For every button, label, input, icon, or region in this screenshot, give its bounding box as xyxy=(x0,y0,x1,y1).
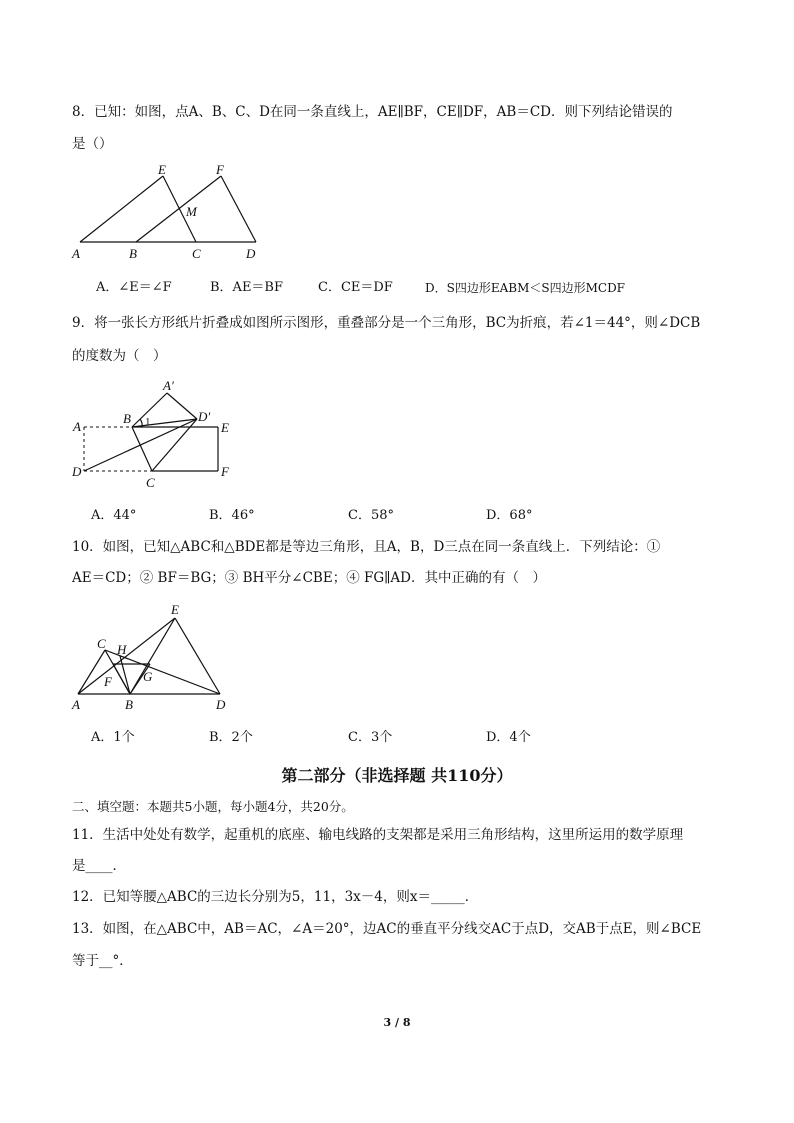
q10-label-E: E xyxy=(171,602,179,617)
q9-label-B: B xyxy=(123,411,131,426)
q9-label-angle-1: 1 xyxy=(145,416,151,428)
q8-label-D: D xyxy=(246,246,256,261)
q8-label-A: A xyxy=(72,246,80,261)
q10-stem-line2: AE＝CD；② BF＝BG；③ BH平分∠CBE；④ FG∥AD．其中正确的有（ ） xyxy=(72,570,546,586)
q12-stem-line1: 12．已知等腰△ABC的三边长分别为5，11，3x－4，则x＝_____． xyxy=(72,889,479,905)
part2-subtitle: 二、填空题：本题共5小题，每小题4分，共20分。 xyxy=(72,799,354,814)
q8-option-a[interactable]: A．∠E＝∠F xyxy=(96,280,172,295)
q10-figure xyxy=(68,600,238,710)
q10-label-H: H xyxy=(117,642,127,657)
q8-label-F: F xyxy=(216,162,224,177)
part2-title: 第二部分（非选择题 共110分） xyxy=(281,766,513,785)
q8-option-c[interactable]: C．CE＝DF xyxy=(318,280,393,295)
q9-label-A: A xyxy=(73,419,81,434)
q9-label-E: E xyxy=(221,420,229,435)
q8-option-b[interactable]: B．AE＝BF xyxy=(210,280,284,295)
q10-label-A: A xyxy=(72,697,80,712)
q10-option-a[interactable]: A．1个 xyxy=(91,730,135,745)
page-number: 3 / 8 xyxy=(383,1016,411,1029)
q10-stem-line1: 10．如图，已知△ABC和△BDE都是等边三角形，且A，B，D三点在同一条直线上．下列结论：① xyxy=(72,539,661,555)
q8-option-d[interactable]: D．S四边形EABM＜S四边形MCDF xyxy=(425,281,626,295)
q8-label-E: E xyxy=(158,162,166,177)
q10-option-c[interactable]: C．3个 xyxy=(348,730,393,745)
q9-label-A-prime: A′ xyxy=(163,378,174,393)
q8-stem-line1: 8．已知：如图，点A、B、C、D在同一条直线上，AE∥BF，CE∥DF，AB＝CD．则下列结论错误的 xyxy=(72,104,673,120)
q9-label-D: D xyxy=(72,464,82,479)
q8-stem-line2: 是（） xyxy=(72,136,113,152)
q9-figure xyxy=(68,376,248,491)
q10-label-F: F xyxy=(104,674,112,689)
q9-label-D-prime: D′ xyxy=(198,409,211,424)
q11-stem-line2: 是____． xyxy=(72,858,126,874)
q10-label-B: B xyxy=(125,697,133,712)
q11-stem-line1: 11．生活中处处有数学，起重机的底座、输电线路的支架都是采用三角形结构，这里所运用的数学原理 xyxy=(72,827,684,843)
q9-option-d[interactable]: D．68° xyxy=(486,508,533,523)
q10-option-b[interactable]: B．2个 xyxy=(209,730,253,745)
q9-label-C: C xyxy=(146,475,155,490)
q13-stem-line1: 13．如图，在△ABC中，AB＝AC，∠A＝20°，边AC的垂直平分线交AC于点D，交AB于点E，则∠BCE xyxy=(72,921,702,937)
q8-label-M: M xyxy=(186,204,197,219)
q9-option-a[interactable]: A．44° xyxy=(91,508,137,523)
q9-option-b[interactable]: B．46° xyxy=(209,508,255,523)
q9-stem-line1: 9．将一张长方形纸片折叠成如图所示图形，重叠部分是一个三角形，BC为折痕，若∠1＝44°，则∠DCB xyxy=(72,315,701,331)
q10-option-d[interactable]: D．4个 xyxy=(486,730,531,745)
q8-label-B: B xyxy=(129,246,137,261)
q9-option-c[interactable]: C．58° xyxy=(348,508,394,523)
q8-figure xyxy=(68,160,268,260)
q9-stem-line2: 的度数为（ ） xyxy=(72,348,167,364)
q10-label-C: C xyxy=(97,636,106,651)
q10-label-D: D xyxy=(216,697,226,712)
q9-label-F: F xyxy=(221,464,229,479)
q8-label-C: C xyxy=(192,246,201,261)
q13-stem-line2: 等于__°． xyxy=(72,953,133,969)
q10-label-G: G xyxy=(143,669,153,684)
